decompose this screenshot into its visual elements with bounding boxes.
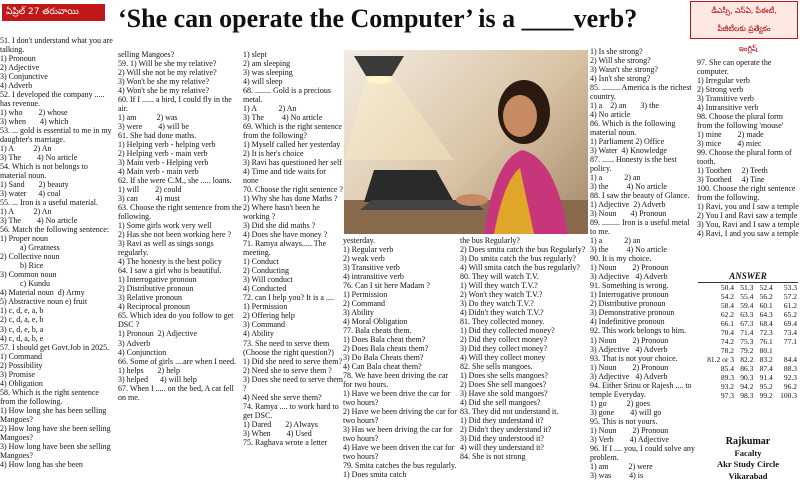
answer-cell: 78.2 <box>720 346 735 356</box>
answer-cell: 53.3 <box>783 283 797 292</box>
section-label: ఇంగ్లిష్ <box>738 44 758 53</box>
answer-cell <box>774 346 798 355</box>
answer-cell: 96.2 <box>783 382 797 392</box>
answer-cell: 88.3 <box>783 364 797 374</box>
answer-row <box>698 373 798 382</box>
answer-table <box>698 283 798 400</box>
answer-cell: 52.4 <box>759 283 773 292</box>
answer-cell: 95.2 <box>759 382 773 392</box>
answer-row <box>698 364 798 373</box>
answer-cell: 64.3 <box>759 310 773 320</box>
student-photo <box>344 50 588 234</box>
answer-cell: 66.1 <box>720 319 735 329</box>
answer-cell: 51.3 <box>740 283 754 292</box>
page-title: ‘She can operate the Computer’ is a ____verb? <box>118 4 638 33</box>
author-name: Rajkumar <box>725 436 771 447</box>
answer-cell: 80.1 <box>759 346 773 356</box>
answer-cell: 71.4 <box>740 328 754 338</box>
author-signature <box>698 436 798 482</box>
answer-cell: 60.1 <box>759 301 773 311</box>
exam-banner <box>690 1 798 39</box>
answer-cell: 75.3 <box>740 337 754 347</box>
answer-cell: 85.4 <box>720 364 735 374</box>
answer-cell: 87.4 <box>759 364 773 374</box>
answer-cell: 89.3 <box>720 373 735 383</box>
answer-cell: 68.4 <box>759 319 773 329</box>
answer-row <box>698 319 798 328</box>
answer-cell: 97.3 <box>720 391 735 401</box>
answer-cell: 65.2 <box>783 310 797 320</box>
answer-row <box>698 310 798 319</box>
question-column-2: selling Mangoes? 59. 1) Will be she my relative? 2) Will she not be my relative? 3) Won't be she my relative? 4) Won't she be my relative? 60. If I ...... a bird, I could fly in the air. 1) am 2) was 3) were 4) will be 61. She had done maths. 1) Helping verb - helping verb 2) Helping verb - main verb 3) Main verb - Helping verb 4) Main verb - main verb 62. If she were C.M., she ..... loans. 1) will 2) could 3) can 4) must 63. Choose the right sentence from the following. 1) Some girls work very well 2) Has she not been working here ? 3) Ravi as well as sings songs regularly. 4) The honesty is the best policy 64. I saw a girl who is beautiful. 1) Interrogative pronoun 2) Distributive pronoun 3) Relative pronoun 4) Reciprocal pronoun 65. Which idea do you follow to get DSC ? 1) Pronoun 2) Adjective 3) Adverb 4) Conjunction 66. Some of girls ....are when I need. 1) helps 2) help 3) helped 4) will help 67. When I ..... on the bed, A cat fell on me. <box>118 50 242 402</box>
answer-key <box>698 270 798 400</box>
answer-cell: 90.3 <box>740 373 754 383</box>
answer-cell: 50.4 <box>720 283 735 292</box>
answer-key-title: ANSWER <box>698 270 798 283</box>
answer-cell: 62.2 <box>720 310 735 320</box>
question-column-7: 97. She can operate the computer. 1) Irregular verb 2) Strong verb 3) Transitive verb 4) Intransitive verb 98. Choose the plural form from the following 'mouse' 1) mine 2) made 3) mice 4) miec 99. Choose the plural form of tooth. 1) Toothen 2) Teeth 3) Toothed 4) Tine 100. Choose the right sentence from the following. 1) Ravi, you and I saw a temple 2) You I and Ravi saw a temple 3) You, Ravi and I saw a temple 4) Ravi, I and you saw a temple <box>697 58 800 239</box>
answer-cell: 81.2 or 3 <box>707 355 735 365</box>
answer-cell: 57.2 <box>783 292 797 302</box>
author-title: Facalty <box>734 447 762 458</box>
question-column-3: 1) slept 2) am sleeping 3) was sleeping 4) will sleep 68. ........ Gold is a precious metal. 1) A 2) An 3) The 4) No article 69. Which is the right sentence from the following? 1) Myself called her yesterday 2) It is her's choice 3) Ravi has questioned her self 4) Time and tide waits for none 70. Choose the right sentence ? 1) Why she has done Maths ? 2) Where hasn't been he working ? 3) Did she did maths ? 4) Does she have money ? 71. Ramya always..... The meeting. 1) Conduct 2) Conducting 3) Will conduct 4) Conducted 72. can I help you? It is a .... 1) Permission 2) Offering help 3) Command 4) Ability 73. She need to serve them (Choose the right question?) 1) Did she need to serve them? 2) Need she to serve them ? 3) Does she need to serve them ? 4) Need she serve them? 74. Ramya .... to work hard to get DSC. 1) Dared 2) Always 3) When 4) Used 75. Raghava wrote a letter <box>243 50 343 447</box>
question-column-4: yesterday. 1) Regular verb 2) weak verb 3) Transitive verb 4) intransitive verb 76. Can I sit here Madam ? 1) Permission 2) Command 3) Ability 4) Moral Obligation 77. Bala cheats them. 1) Does Bala cheat them? 2) Does Bala cheats them? 3) Do Bala Cheats them? 4) Can Bala cheat them? 78. We have been driving the car for two hours. 1) Have we been drive the car for two hours? 2) Have we been driving the car for two hours? 3) Has we been driving the car for two hours? 4) Have we been driven the car for two hours? 79. Smita catches the bus regularly. 1) Does smita catch <box>343 236 457 480</box>
answer-cell: 91.4 <box>759 373 773 383</box>
answer-cell: 86.3 <box>740 364 754 374</box>
answer-row <box>698 328 798 337</box>
answer-cell: 58.4 <box>720 301 735 311</box>
answer-cell: 99.2 <box>759 391 773 401</box>
answer-cell: 79.2 <box>740 346 754 356</box>
answer-cell: 72.3 <box>759 328 773 338</box>
answer-cell: 76.1 <box>759 337 773 347</box>
answer-cell: 61.2 <box>783 301 797 311</box>
answer-cell: 77.1 <box>783 337 797 347</box>
answer-row <box>698 283 798 292</box>
header <box>0 0 800 50</box>
answer-cell: 70.4 <box>720 328 735 338</box>
answer-cell: 59.4 <box>740 301 754 311</box>
answer-cell: 56.2 <box>759 292 773 302</box>
answer-row <box>698 355 798 364</box>
student-laptop-illustration <box>344 50 588 234</box>
answer-cell: 94.2 <box>740 382 754 392</box>
answer-row <box>698 391 798 400</box>
date-tag: ఏప్రిల్ 27 తరువాయి <box>2 4 105 21</box>
answer-cell: 73.4 <box>783 328 797 338</box>
answer-row <box>698 382 798 391</box>
answer-cell: 92.3 <box>783 373 797 383</box>
answer-cell: 74.2 <box>720 337 735 347</box>
answer-cell: 54.2 <box>720 292 735 302</box>
question-column-6: 1) Is she strong? 2) Will she strong? 3) Wasn't she strong? 4) Isn't she strong? 85. ......... America is the richest country. 1) a 2) an 3) the 4) No article 86. Which is the following material noun. 1) Parliament 2) Office 3) Water 4) Knowledge 87. ...... Honesty is the best policy. 1) a 2) an 3) the 4) No article 88. I saw the beauty of Glance. 1) Adjective 2) Adverb 3) Noun 4) Pronoun 89. ......... Iron is a useful metal to me. 1) a 2) an 3) the 4) No article 90. It is my choice. 1) Noun 2) Pronoun 3) Adjective 4) Adverb 91. Something is wrong. 1) Interrogative pronoun 2) Distributive pronoun 3) Demonstrative pronoun 4) Indefinitive pronoun 92. This work belongs to him. 1) Noun 2) Pronoun 3) Adjective 4) Adverb 93. That is not your choice. 1) Noun 2) Pronoun 3) Adjective 4) Adverb 94. Either Srinu or Rajesh .... to temple Everyday. 1) go 2) goes 3) gone 4) will go 95. This is not yours. 1) Noun 2) Pronoun 3) Verb 4) Adjective 96. If I .... you, I could solve any problem. 1) am 2) were 3) was 4) is <box>590 47 695 480</box>
answer-cell: 55.4 <box>740 292 754 302</box>
question-column-1: 51. I don't understand what you are talking. 1) Pronoun 2) Adjective 3) Conjunctive 4) Adverb 52. I developed the company ..... has revenue. 1) who 2) whose 3) when 4) which 53. ... gold is essential to me in my daughter's marriage. 1) A 2) An 3) The 4) No article 54. Which is not belongs to material noun. 1) Sand 2) beauty 3) water 4) coal 55. ... Iron is a useful material. 1) A 2) An 3) The 4) No article 56. Match the following sentence: 1) Proper noun a) Greatness 2) Collective noun b) Rice 3) Common noun c) Kundu 4) Material noun d) Army 5) Abstractive noun e) fruit 1) c, d, e, a, b 2) c, d, a, e, b 3) c, d, e, b, a 4) c, d, a, b, e 57. I should get Govt.Job in 2025. 1) Command 2) Possibility 3) Promise 4) Obligation 58. Which is the right sentence from the following. 1) How long she has been selling Mangoes? 2) How long have she been selling Mangoes? 3) How long have been she selling Mangoes? 4) How long has she been <box>0 36 113 469</box>
exam-banner-line2: పీజీటీలకు ప్రత్యేకం <box>717 24 771 33</box>
answer-cell: 100.3 <box>780 391 797 401</box>
author-location: Vikarabad <box>728 470 768 481</box>
author-institute: Akr Study Circle <box>716 459 780 469</box>
answer-row <box>698 337 798 346</box>
answer-row <box>698 292 798 301</box>
answer-cell: 67.3 <box>740 319 754 329</box>
answer-cell: 69.4 <box>783 319 797 329</box>
exam-banner-line1: డీఎస్సీ, ఎస్ఏ, పీఈటీ, <box>711 6 777 15</box>
answer-table-body <box>698 283 798 400</box>
answer-row <box>698 346 798 355</box>
answer-cell: 83.2 <box>759 355 773 365</box>
question-column-5: the bus Regularly? 2) Does smita catch the bus Regularly? 3) Do smita catch the bus regularly? 4) Will smita catch the bus regularly? 80. They will watch T.V. 1) Will they watch T.V.? 2) Won't they watch T.V.? 3) Do they watch T.V.? 4) Didn't they watch T.V.? 81. They collected money. 1) Did they collected money? 2) Did they collect money? 3) Did they collect money? 4) Will they collect money 82. She sells mangoes. 1) Does she sells mangoes? 2) Does She sell mangoes? 3) Have she sold mangoes? 4) Did she sell mangoes? 83. They did not understand it. 1) Did they understand it? 2) Didn't they understand it? 3) Did they understood it? 4) will they understand it? 84. She is not strong <box>460 236 586 462</box>
answer-cell: 98.3 <box>740 391 754 401</box>
answer-cell: 82.2 <box>740 355 754 365</box>
answer-row <box>698 301 798 310</box>
answer-cell: 63.3 <box>740 310 754 320</box>
answer-cell: 84.4 <box>783 355 797 365</box>
answer-cell: 93.2 <box>720 382 735 392</box>
